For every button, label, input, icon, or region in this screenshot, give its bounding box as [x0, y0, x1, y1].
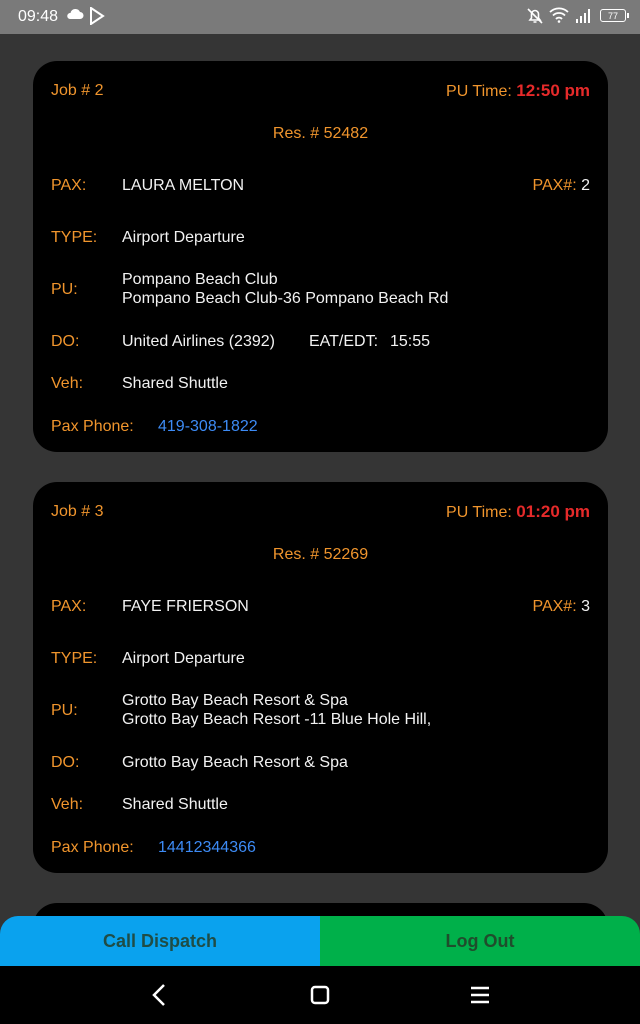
pax-count [532, 598, 590, 616]
pax-name: FAYE FRIERSON [122, 598, 249, 615]
menu-icon[interactable] [460, 980, 500, 1010]
job-card[interactable] [33, 482, 608, 873]
reservation-number: Res. # 52482 [272, 125, 369, 142]
cloud-icon [66, 7, 84, 26]
do-value: United Airlines (2392) [122, 333, 275, 350]
pu-time-label: PU Time: [446, 83, 512, 100]
pax-count-label: PAX#: [532, 177, 577, 194]
veh-label: Veh: [51, 375, 84, 392]
type-label: TYPE: [51, 229, 98, 246]
pu-time-value: 01:20 pm [516, 502, 590, 521]
eat-label: EAT/EDT: [309, 333, 379, 350]
mute-bell-icon [527, 7, 543, 30]
battery-icon: 77 [600, 9, 626, 22]
job-number: Job # 3 [51, 503, 104, 520]
veh-value: Shared Shuttle [122, 796, 228, 813]
pu-time [446, 502, 590, 522]
play-store-icon [89, 7, 105, 30]
pu-time-value: 12:50 pm [516, 81, 590, 100]
action-bar [0, 916, 640, 966]
status-bar [0, 0, 640, 34]
reservation-number: Res. # 52269 [272, 546, 369, 563]
pax-count [532, 177, 590, 195]
pax-name: LAURA MELTON [122, 177, 245, 194]
pax-phone-link[interactable]: 14412344366 [158, 839, 256, 856]
back-icon[interactable] [140, 980, 180, 1010]
pax-phone-label: Pax Phone: [51, 839, 134, 856]
job-number: Job # 2 [51, 82, 104, 99]
pu-label: PU: [51, 702, 78, 719]
pu-time-label: PU Time: [446, 504, 512, 521]
pax-count-value: 3 [581, 598, 590, 615]
pu-location-address: Grotto Bay Beach Resort -11 Blue Hole Hill, [122, 711, 432, 728]
wifi-icon [549, 7, 569, 28]
pu-location-address: Pompano Beach Club-36 Pompano Beach Rd [122, 290, 449, 307]
log-out-button[interactable]: Log Out [320, 916, 640, 966]
pu-location-name: Pompano Beach Club [122, 271, 278, 288]
pax-label: PAX: [51, 177, 87, 194]
pax-phone-link[interactable]: 419-308-1822 [158, 418, 258, 435]
pu-location-name: Grotto Bay Beach Resort & Spa [122, 692, 348, 709]
type-value: Airport Departure [122, 650, 245, 667]
veh-label: Veh: [51, 796, 84, 813]
status-time: 09:48 [18, 8, 59, 25]
type-label: TYPE: [51, 650, 98, 667]
type-value: Airport Departure [122, 229, 245, 246]
do-value: Grotto Bay Beach Resort & Spa [122, 754, 348, 771]
do-label: DO: [51, 754, 80, 771]
pax-count-label: PAX#: [532, 598, 577, 615]
veh-value: Shared Shuttle [122, 375, 228, 392]
pax-count-value: 2 [581, 177, 590, 194]
signal-icon [576, 9, 592, 23]
navigation-bar [0, 966, 640, 1024]
call-dispatch-button[interactable]: Call Dispatch [0, 916, 320, 966]
do-label: DO: [51, 333, 80, 350]
job-card[interactable] [33, 61, 608, 452]
pax-phone-label: Pax Phone: [51, 418, 134, 435]
pu-label: PU: [51, 281, 78, 298]
eat-value: 15:55 [390, 333, 431, 350]
pu-time [446, 81, 590, 101]
pax-label: PAX: [51, 598, 87, 615]
home-icon[interactable] [300, 980, 340, 1010]
